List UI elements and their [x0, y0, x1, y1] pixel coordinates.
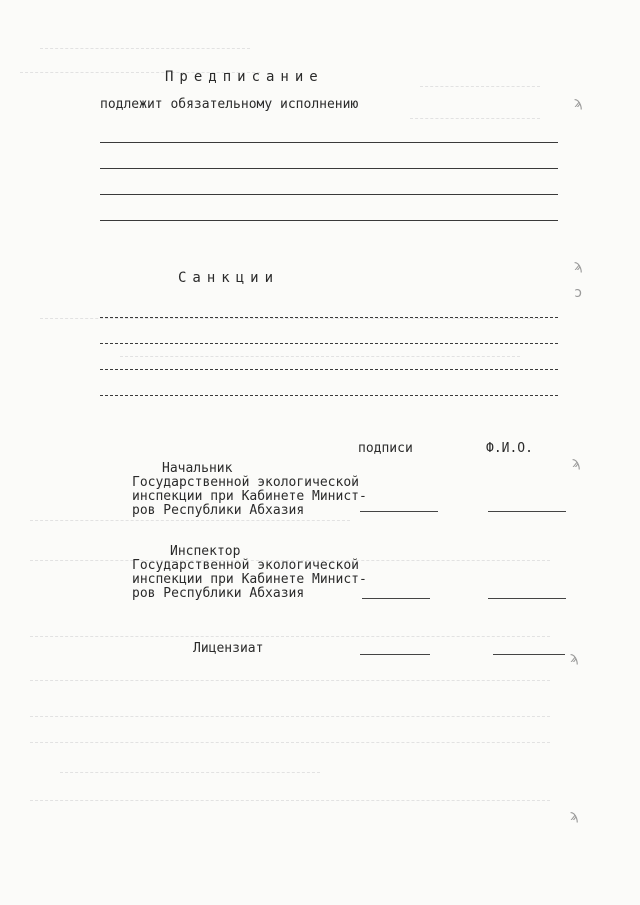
- sanctions-line: [100, 369, 558, 370]
- bleed-line: [40, 318, 540, 319]
- sanctions-line: [100, 317, 558, 318]
- head-name-line: [488, 511, 566, 512]
- bleed-line: [410, 118, 540, 119]
- margin-mark: ϡ: [570, 808, 579, 824]
- bleed-line: [30, 716, 550, 717]
- head-organization: ров Республики Абхазия: [132, 503, 305, 518]
- name-column-label: Ф.И.О.: [486, 441, 533, 456]
- head-signatory-block: [132, 462, 367, 518]
- bleed-line: [30, 742, 550, 743]
- margin-mark: ϡ: [572, 455, 581, 471]
- order-line: [100, 194, 558, 195]
- bleed-line: [30, 680, 550, 681]
- order-line: [100, 168, 558, 169]
- bleed-line: [60, 772, 320, 773]
- order-line: [100, 220, 558, 221]
- inspector-name-line: [488, 598, 566, 599]
- sanctions-title: Санкции: [178, 270, 280, 286]
- licensee-label: Лицензиат: [193, 641, 264, 656]
- bleed-line: [30, 636, 550, 637]
- inspector-organization: инспекции при Кабинете Минист-: [132, 572, 367, 587]
- margin-mark: ɔ: [574, 285, 583, 301]
- inspector-signatory-block: [132, 545, 367, 601]
- inspector-organization: ров Республики Абхазия: [132, 586, 305, 601]
- signature-column-label: подписи: [358, 441, 413, 456]
- inspector-signature-line: [362, 598, 430, 599]
- bleed-line: [420, 86, 540, 87]
- margin-mark: ϡ: [570, 650, 579, 666]
- margin-mark: ϡ: [574, 258, 583, 274]
- bleed-line: [30, 520, 350, 521]
- licensee-signature-line: [360, 654, 430, 655]
- bleed-line: [40, 48, 250, 49]
- order-subtitle: подлежит обязательному исполнению: [100, 97, 359, 112]
- sanctions-line: [100, 395, 558, 396]
- order-line: [100, 142, 558, 143]
- bleed-line: [120, 356, 520, 357]
- head-signature-line: [360, 511, 438, 512]
- margin-mark: ϡ: [574, 95, 583, 111]
- order-title: Предписание: [165, 69, 324, 85]
- inspector-organization: Государственной экологической: [132, 558, 359, 573]
- inspector-position: Инспектор: [170, 544, 241, 559]
- licensee-name-line: [493, 654, 565, 655]
- head-organization: Государственной экологической: [132, 475, 359, 490]
- head-position: Начальник: [162, 461, 233, 476]
- bleed-line: [30, 800, 550, 801]
- sanctions-line: [100, 343, 558, 344]
- head-organization: инспекции при Кабинете Минист-: [132, 489, 367, 504]
